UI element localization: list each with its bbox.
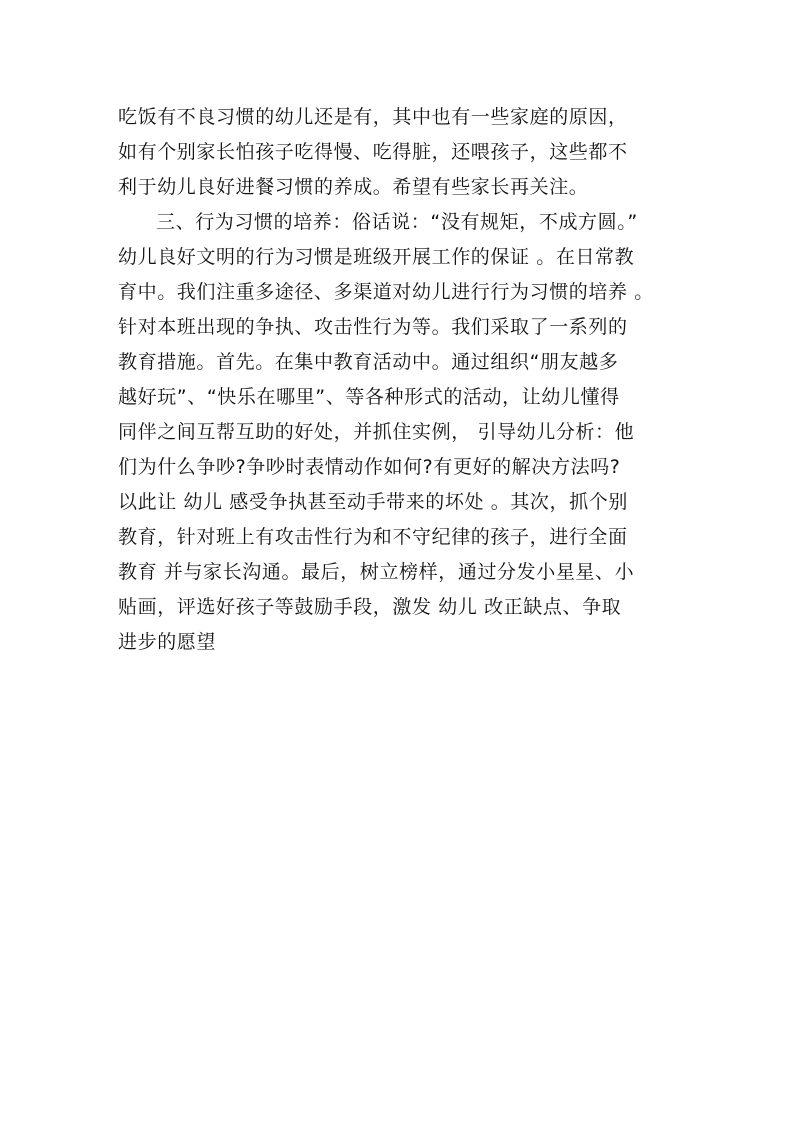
text-line: 教育措施。首先。在集中教育活动中。通过组织“朋友越多 [118,351,619,373]
text-line: 教育，针对班上有攻击性行为和不守纪律的孩子，进行全面 [118,526,628,548]
section-heading-line: 三、行为习惯的培养：俗话说：“没有规矩，不成方圆。” [156,211,638,233]
text-line: 贴画，评选好孩子等鼓励手段，激发 幼儿 改正缺点、争取 [118,596,622,618]
text-line: 教育 并与家长沟通。最后，树立榜样，通过分发小星星、小 [118,561,635,583]
text-line: 吃饭有不良习惯的幼儿还是有，其中也有一些家庭的原因， [118,106,628,128]
text-line: 进步的愿望 [118,631,217,653]
text-line: 越好玩”、“快乐在哪里”、等各种形式的活动，让幼儿懂得 [118,386,620,408]
text-line: 幼儿良好文明的行为习惯是班级开展工作的保证 。在日常教 [118,246,635,268]
text-line: 以此让 幼儿 感受争执甚至动手带来的坏处 。其次，抓个别 [118,491,628,513]
text-line: 育中。我们注重多途径、多渠道对幼儿进行行为习惯的培养 。 [118,281,654,303]
text-line: 针对本班出现的争执、攻击性行为等。我们采取了一系列的 [118,316,628,338]
text-line: 同伴之间互帮互助的好处，并抓住实例， 引导幼儿分析：他 [118,421,635,443]
text-line: 们为什么争吵?争吵时表情动作如何?有更好的解决方法吗? [118,456,621,478]
body-text [118,100,688,660]
text-line: 如有个别家长怕孩子吃得慢、吃得脏，还喂孩子，这些都不 [118,141,628,163]
text-line: 利于幼儿良好进餐习惯的养成。希望有些家长再关注。 [118,176,589,198]
